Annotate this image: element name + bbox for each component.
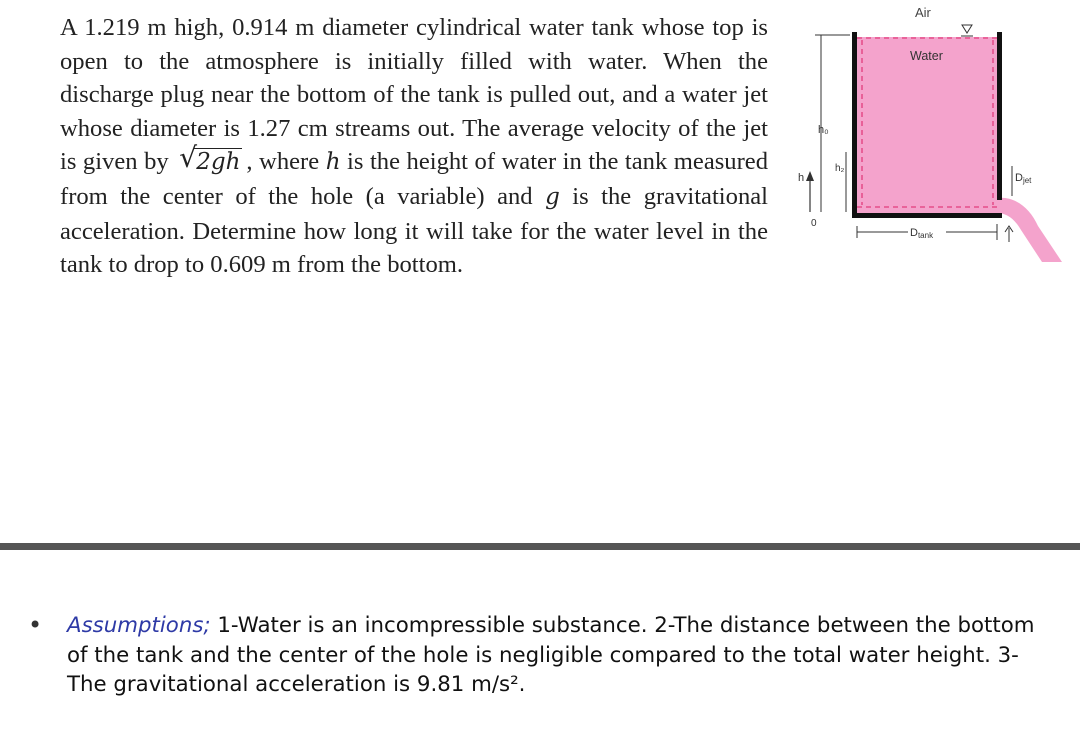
tank-right-wall xyxy=(997,32,1002,200)
problem-text-part2: , where xyxy=(246,148,320,176)
zero-label: 0 xyxy=(811,218,817,229)
djet-label: D xyxy=(1015,172,1023,184)
h2-label: h₂ xyxy=(835,163,845,174)
assumptions-block xyxy=(28,611,1038,700)
h0-label: h₀ xyxy=(818,124,829,136)
assumptions-text: 1-Water is an incompressible substance. 2-The distance between the bottom of the tank and the center of the hole is negligible compared to the total water height. 3-The gravitational acceleration is 9.81 m/s². xyxy=(67,613,1035,697)
section-divider xyxy=(0,543,1080,550)
tank-bottom xyxy=(852,213,1002,218)
tank-diagram xyxy=(790,0,1080,270)
dtank-subscript: tank xyxy=(917,231,934,240)
sqrt-formula xyxy=(179,141,242,179)
problem-text-part1: A 1.219 m high, 0.914 m diameter cylindrical water tank whose top is open to the atmosphere is initially filled with water. When the discharge plug near the bottom of the tank is pulled out, and a water jet whose diameter is 1.27 cm streams out. The average velocity of the jet is given by xyxy=(60,14,768,176)
assumptions-body xyxy=(67,611,1038,700)
h-label: h xyxy=(798,172,805,184)
problem-statement xyxy=(60,11,768,282)
variable-h: h xyxy=(325,149,341,176)
water-fill xyxy=(857,37,997,213)
dtank-label: D xyxy=(910,227,918,239)
dtank-label-group xyxy=(908,224,946,240)
problem-text-part3: is the height of water in the tank measured from the center of the hole (a variable) and xyxy=(60,148,768,210)
svg-text:Djet xyxy=(1015,172,1032,185)
formula-radicand: 2gh xyxy=(196,149,241,176)
radical-sign: √ xyxy=(179,141,198,175)
water-label: Water xyxy=(910,49,943,63)
djet-subscript: jet xyxy=(1022,176,1032,185)
free-surface-symbol-icon xyxy=(962,25,972,33)
variable-g: g xyxy=(545,183,560,210)
problem-text-part4: is the gravitational acceleration. Determine how long it will take for the water level in the tank to drop to 0.609 m from the bottom. xyxy=(60,182,768,279)
h-arrow-head-icon xyxy=(806,171,814,181)
assumptions-label: Assumptions; xyxy=(67,613,211,638)
air-label: Air xyxy=(915,5,931,20)
tank-left-wall xyxy=(852,32,857,218)
bullet-icon: • xyxy=(28,611,43,639)
